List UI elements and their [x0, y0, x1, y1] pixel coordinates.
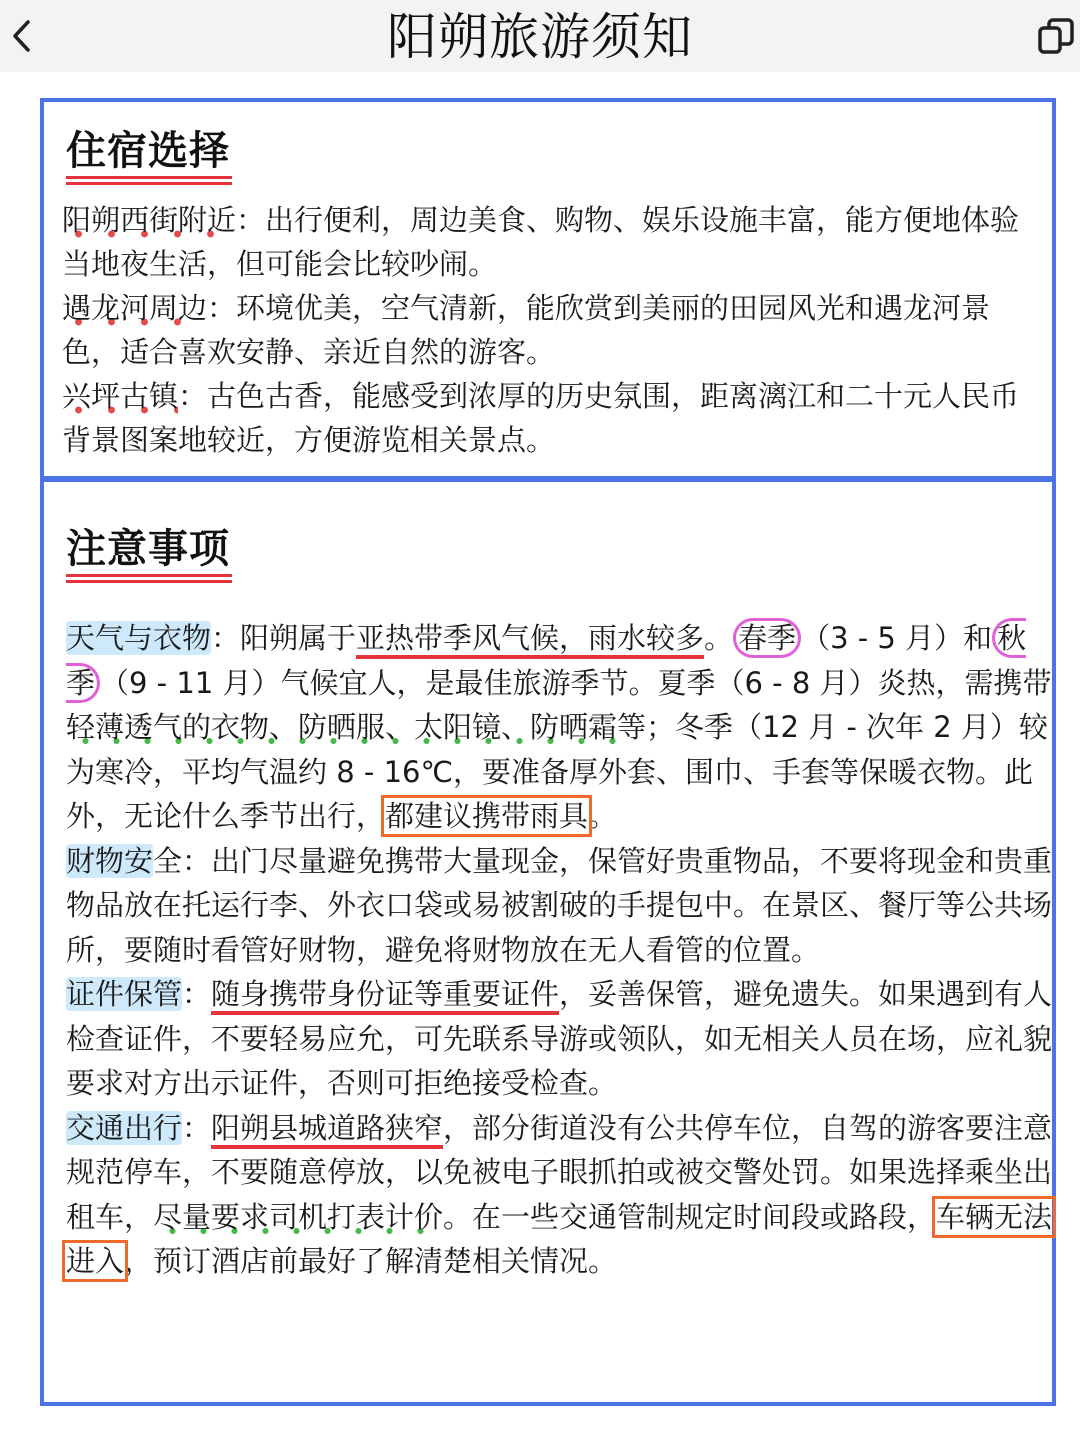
weather-label: 天气与衣物	[66, 621, 212, 655]
page-title: 阳朔旅游须知	[387, 8, 693, 66]
note-text: ：阳朔属于	[211, 621, 357, 655]
item-sep: ：	[178, 379, 208, 413]
note-text: ，预订酒店前最好了解清楚相关情况。	[124, 1244, 618, 1278]
dotted-text: 轻薄透气的衣物、防晒服、太阳镜、防晒霜	[66, 710, 618, 744]
note-text: 。	[588, 799, 618, 833]
note-property	[66, 839, 1056, 973]
item-sep: ：	[236, 203, 266, 237]
item-name: 兴坪古镇	[62, 379, 179, 413]
note-documents	[66, 972, 1056, 1106]
underlined-text: 随身携带身份证等重要证件	[211, 977, 559, 1015]
item-text: 出行便利，周边美食、购物、娱乐设施丰富，能方便地体验当地夜生活，但可能会比较吵闹。	[62, 203, 1020, 281]
notes-card	[40, 478, 1056, 1406]
note-text: ：	[182, 977, 212, 1011]
note-weather	[66, 616, 1056, 839]
note-text: （3 - 5 月）和	[801, 621, 993, 655]
accommodation-card	[40, 98, 1056, 480]
item-text: 古色古香，能感受到浓厚的历史氛围，距离漓江和二十元人民币背景图案地较近，方便游览相关景点。	[62, 379, 1020, 457]
note-text: ，部分街道没有公共停车位，自驾的游客要注意规范停车，不要随意停放，以免被电子眼抓拍或被交警处罚。如果选择乘坐出租车，	[66, 1110, 1053, 1234]
traffic-label: 交通出行	[66, 1110, 183, 1145]
accommodation-item	[62, 286, 1037, 374]
note-traffic	[66, 1106, 1056, 1284]
note-text: ，妥善保管，避免遗失。如果遇到有人检查证件，不要轻易应允，可先联系导游或领队，如无相关人员在场，应礼貌要求对方出示证件，否则可拒绝接受检查。	[66, 977, 1053, 1100]
title-underline	[66, 176, 232, 185]
note-text: 。	[704, 621, 734, 655]
item-name: 遇龙河周边	[62, 291, 208, 325]
accommodation-item	[62, 198, 1037, 286]
underlined-text: 亚热带季风气候，雨水较多	[356, 621, 704, 659]
note-text: 等；冬季（12 月 - 次年 2 月）较为寒冷，平均气温约 8 - 16℃，要准备厚外套、围巾、手套等保暖衣物。此外，无论什么季节出行，	[66, 710, 1048, 833]
note-text: （9 - 11 月）气候宜人，是最佳旅游季节。夏季（6 - 8 月）炎热，需携带	[100, 665, 1052, 700]
item-sep: ：	[207, 291, 237, 325]
copy-icon[interactable]	[1036, 16, 1076, 56]
circled-text: 秋季	[66, 618, 1026, 703]
note-text: ：	[182, 1110, 212, 1145]
underlined-text: 阳朔县城道路狭窄	[211, 1111, 443, 1149]
property-label-rest: 全	[153, 843, 183, 878]
top-bar	[0, 0, 1080, 72]
circled-text: 春季	[733, 618, 801, 658]
boxed-text: 车辆无法进入	[66, 1199, 1053, 1278]
dotted-text: 尽量要求司机打表计价	[153, 1199, 444, 1234]
accommodation-title: 住宿选择	[66, 128, 230, 174]
item-text: 环境优美，空气清新，能欣赏到美丽的田园风光和遇龙河景色，适合喜欢安静、亲近自然的游客。	[62, 291, 991, 369]
accommodation-body	[62, 198, 1037, 462]
accommodation-item	[62, 374, 1037, 462]
boxed-text: 都建议携带雨具	[385, 799, 589, 833]
note-text: ：出门尽量避免携带大量现金，保管好贵重物品，不要将现金和贵重物品放在托运行李、外衣口袋或易被割破的手提包中。在景区、餐厅等公共场所，要随时看管好财物，避免将财物放在无人看管的位置。	[66, 843, 1053, 967]
title-underline	[66, 574, 232, 583]
item-name: 阳朔西街附近	[62, 203, 237, 237]
notes-title: 注意事项	[66, 526, 230, 572]
documents-label: 证件保管	[66, 977, 183, 1011]
property-label: 财物安	[66, 843, 154, 878]
note-text: 。在一些交通管制规定时间段或路段，	[443, 1199, 937, 1234]
notes-body	[66, 616, 1056, 1284]
